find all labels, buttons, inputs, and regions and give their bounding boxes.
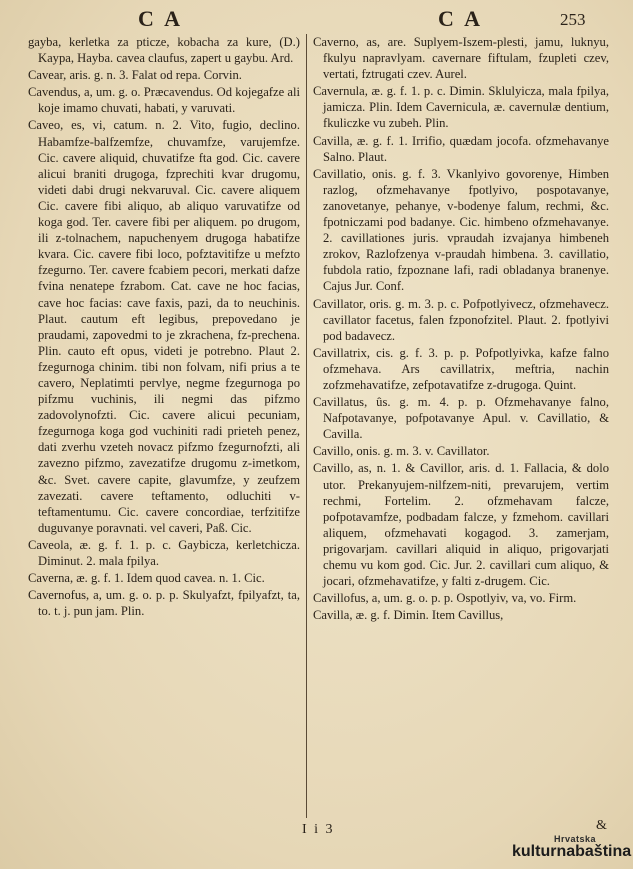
right-column (313, 34, 609, 624)
dictionary-entry: Cavillo, onis. g. m. 3. v. Cavillator. (313, 444, 490, 459)
dictionary-entry: Cavernofus, a, um. g. o. p. p. Skulyafzt, fpilyafzt, ta, to. t. j. pun jam. Plin. (28, 588, 300, 619)
catchword: & (596, 818, 607, 833)
dictionary-entry: Cavillatio, onis. g. f. 3. Vkanlyivo govorenye, Himben razlog, ofzmehavanye fpotlyivo, pospotavanye, zanovetanye, pehanye, v-bodenye falum, rechmi, &c. fpotniczami pod badanye. Cic. himbeno ofzmehavanye. 2. cavillationes juris. vpraudah izvajanya himbeneh zrokov, Razlofzenya v-praudah himbena. 3. cavillatio, fubdola ratio, fzpoznane lafi, radi obladanya branenye. Cajus Jur. Conf. (313, 166, 609, 294)
dictionary-entry: Cavillatus, ûs. g. m. 4. p. p. Ofzmehavanye falno, Nafpotavanye, pofpotavanye Apul. v. Cavillatio, & Cavilla. (313, 395, 609, 442)
left-column (28, 34, 300, 620)
running-head-right: C A (438, 6, 484, 31)
watermark-logo (512, 834, 630, 866)
dictionary-entry: Cavillatrix, cis. g. f. 3. p. p. Pofpotlyivka, kafze falno ofzmehava. Ars cavillatrix, meftria, nachin zofzmehavatifze, zefpotavatifze z-drugoga. Quint. (313, 345, 609, 392)
dictionary-entry: Cavear, aris. g. n. 3. Falat od repa. Corvin. (28, 68, 242, 83)
dictionary-entry: Cavilla, æ. g. f. 1. Irrifio, quædam jocofa. ofzmehavanye Salno. Plaut. (313, 133, 609, 164)
watermark-line1: Hrvatska (553, 834, 596, 844)
running-head-left: C A (138, 6, 184, 31)
dictionary-entry: Cavernula, æ. g. f. 1. p. c. Dimin. Sklulyicza, mala fpilya, jamicza. Plin. Idem Cavernicula, æ. cavernulæ dentium, fkuliczke vu zubeh. Plin. (313, 84, 609, 131)
dictionary-entry: Caveola, æ. g. f. 1. p. c. Gaybicza, kerletchicza. Diminut. 2. mala fpilya. (28, 537, 300, 568)
dictionary-entry: Cavillofus, a, um. g. o. p. p. Ospotlyiv, va, vo. Firm. (313, 591, 577, 606)
column-divider (306, 34, 307, 818)
dictionary-entry: Cavendus, a, um. g. o. Præcavendus. Od kojegafze ali koje imamo chuvati, habati, y varuvati. (28, 85, 300, 116)
dictionary-entry: Caverno, as, are. Suplyem-Iszem-plesti, jamu, luknyu, fkulyu napravlyam. cavernare fiftulam, fzupleti czev, vertati, fztrugati czev. Aurel. (313, 35, 609, 82)
watermark-line2: kulturnabaština (512, 843, 632, 860)
dictionary-entry: gayba, kerletka za pticze, kobacha za kure, (D.) Kaypa, Hayba. cavea claufus, zapert u gaybu. Ard. (28, 35, 300, 66)
dictionary-entry: Cavillator, oris. g. m. 3. p. c. Pofpotlyivecz, ofzmehavecz. cavillator facetus, falen fzponofzitel. Plaut. 2. fpotlyivi pod badavecz. (313, 296, 609, 343)
dictionary-entry: Cavillo, as, n. 1. & Cavillor, aris. d. 1. Fallacia, & dolo utor. Prekanyujem-nilfzem-niti, prevarujem, vertim rechmi, Fortelim. 2. ofzmehavam falcze, pofpotavamfze, podbadam falcze, y fzmehom. cavillari aliquem, ofzmehavati kogagod. 3. zamerjam, prigovarjam. cavillari aliquid in aliquo, prigovarjati chemu vu kom god. Cic. Jur. 2. cavillari cum aliquo, & jocari, ofzmehavatifze, y falti z-drugem. Cic. (313, 461, 609, 589)
dictionary-entry: Caverna, æ. g. f. 1. Idem quod cavea. n. 1. Cic. (28, 571, 265, 586)
dictionary-entry: Caveo, es, vi, catum. n. 2. Vito, fugio, declino. Habamfze-balfzemfze, chuvamfze, varujemfze. Cic. cavere aliquid, chuvatifze fta god. Cic. cavere alicui braniti drugoga, fzprechiti kvar drugomu, videti dabi drugi nekvaruval. Cic. cavere aliquem Cic. cavere fibi aliquo, ab aliquo varuvatifze od koga god. Ter. cavere fibi per aliquem. po drugom, ili z-tolnachem, napuchenyem drugoga habatifze kvara. Cic. cavere fibi loco, pofztavitifze u mefzto fzegurno. Ter. cavere fcabiem pecori, merkati dafze fvina nenatepe fzrabom. Cat. cave ne hoc facias, cave hoc facias: cave faxis, pazi, da to neuchinis. Plaut. cautum eft legibus, prepovedano je praudami, zapovedmi to je zkrachena, fz-prechena. Plin. cauto eft opus, videti je potrebno. Plaut 2. fzegurnoga chinim. tibi non folvam, nifi prius a te cavero, Neplatimti pervlye, negme fzegurnoga po pifzmu vuchinis, ili negmi das pifzmo zadovolynofzti. Cic. cavere alicui pecuniam, fzegurnoga koga god vuchiniti radi prieteh penez, dati zverhu vzeteh novacz pifzmo fzegurnofzti, ali zavezno pifzmo, zavezatifze drugomu z-imetkom, &c. Svet. cavere capite, glavumfze, y zeufzem zavezati. cavere teftamento, odluchiti v-teftamentumu. Cic. cavere concordiae, terfzitifze duguvanye poravnati. vel caveri, Paß. Cic. (28, 118, 300, 535)
page-number: 253 (560, 10, 586, 29)
dictionary-entry: Cavilla, æ. g. f. Dimin. Item Cavillus, (313, 608, 504, 623)
signature-mark: I i 3 (302, 822, 335, 837)
